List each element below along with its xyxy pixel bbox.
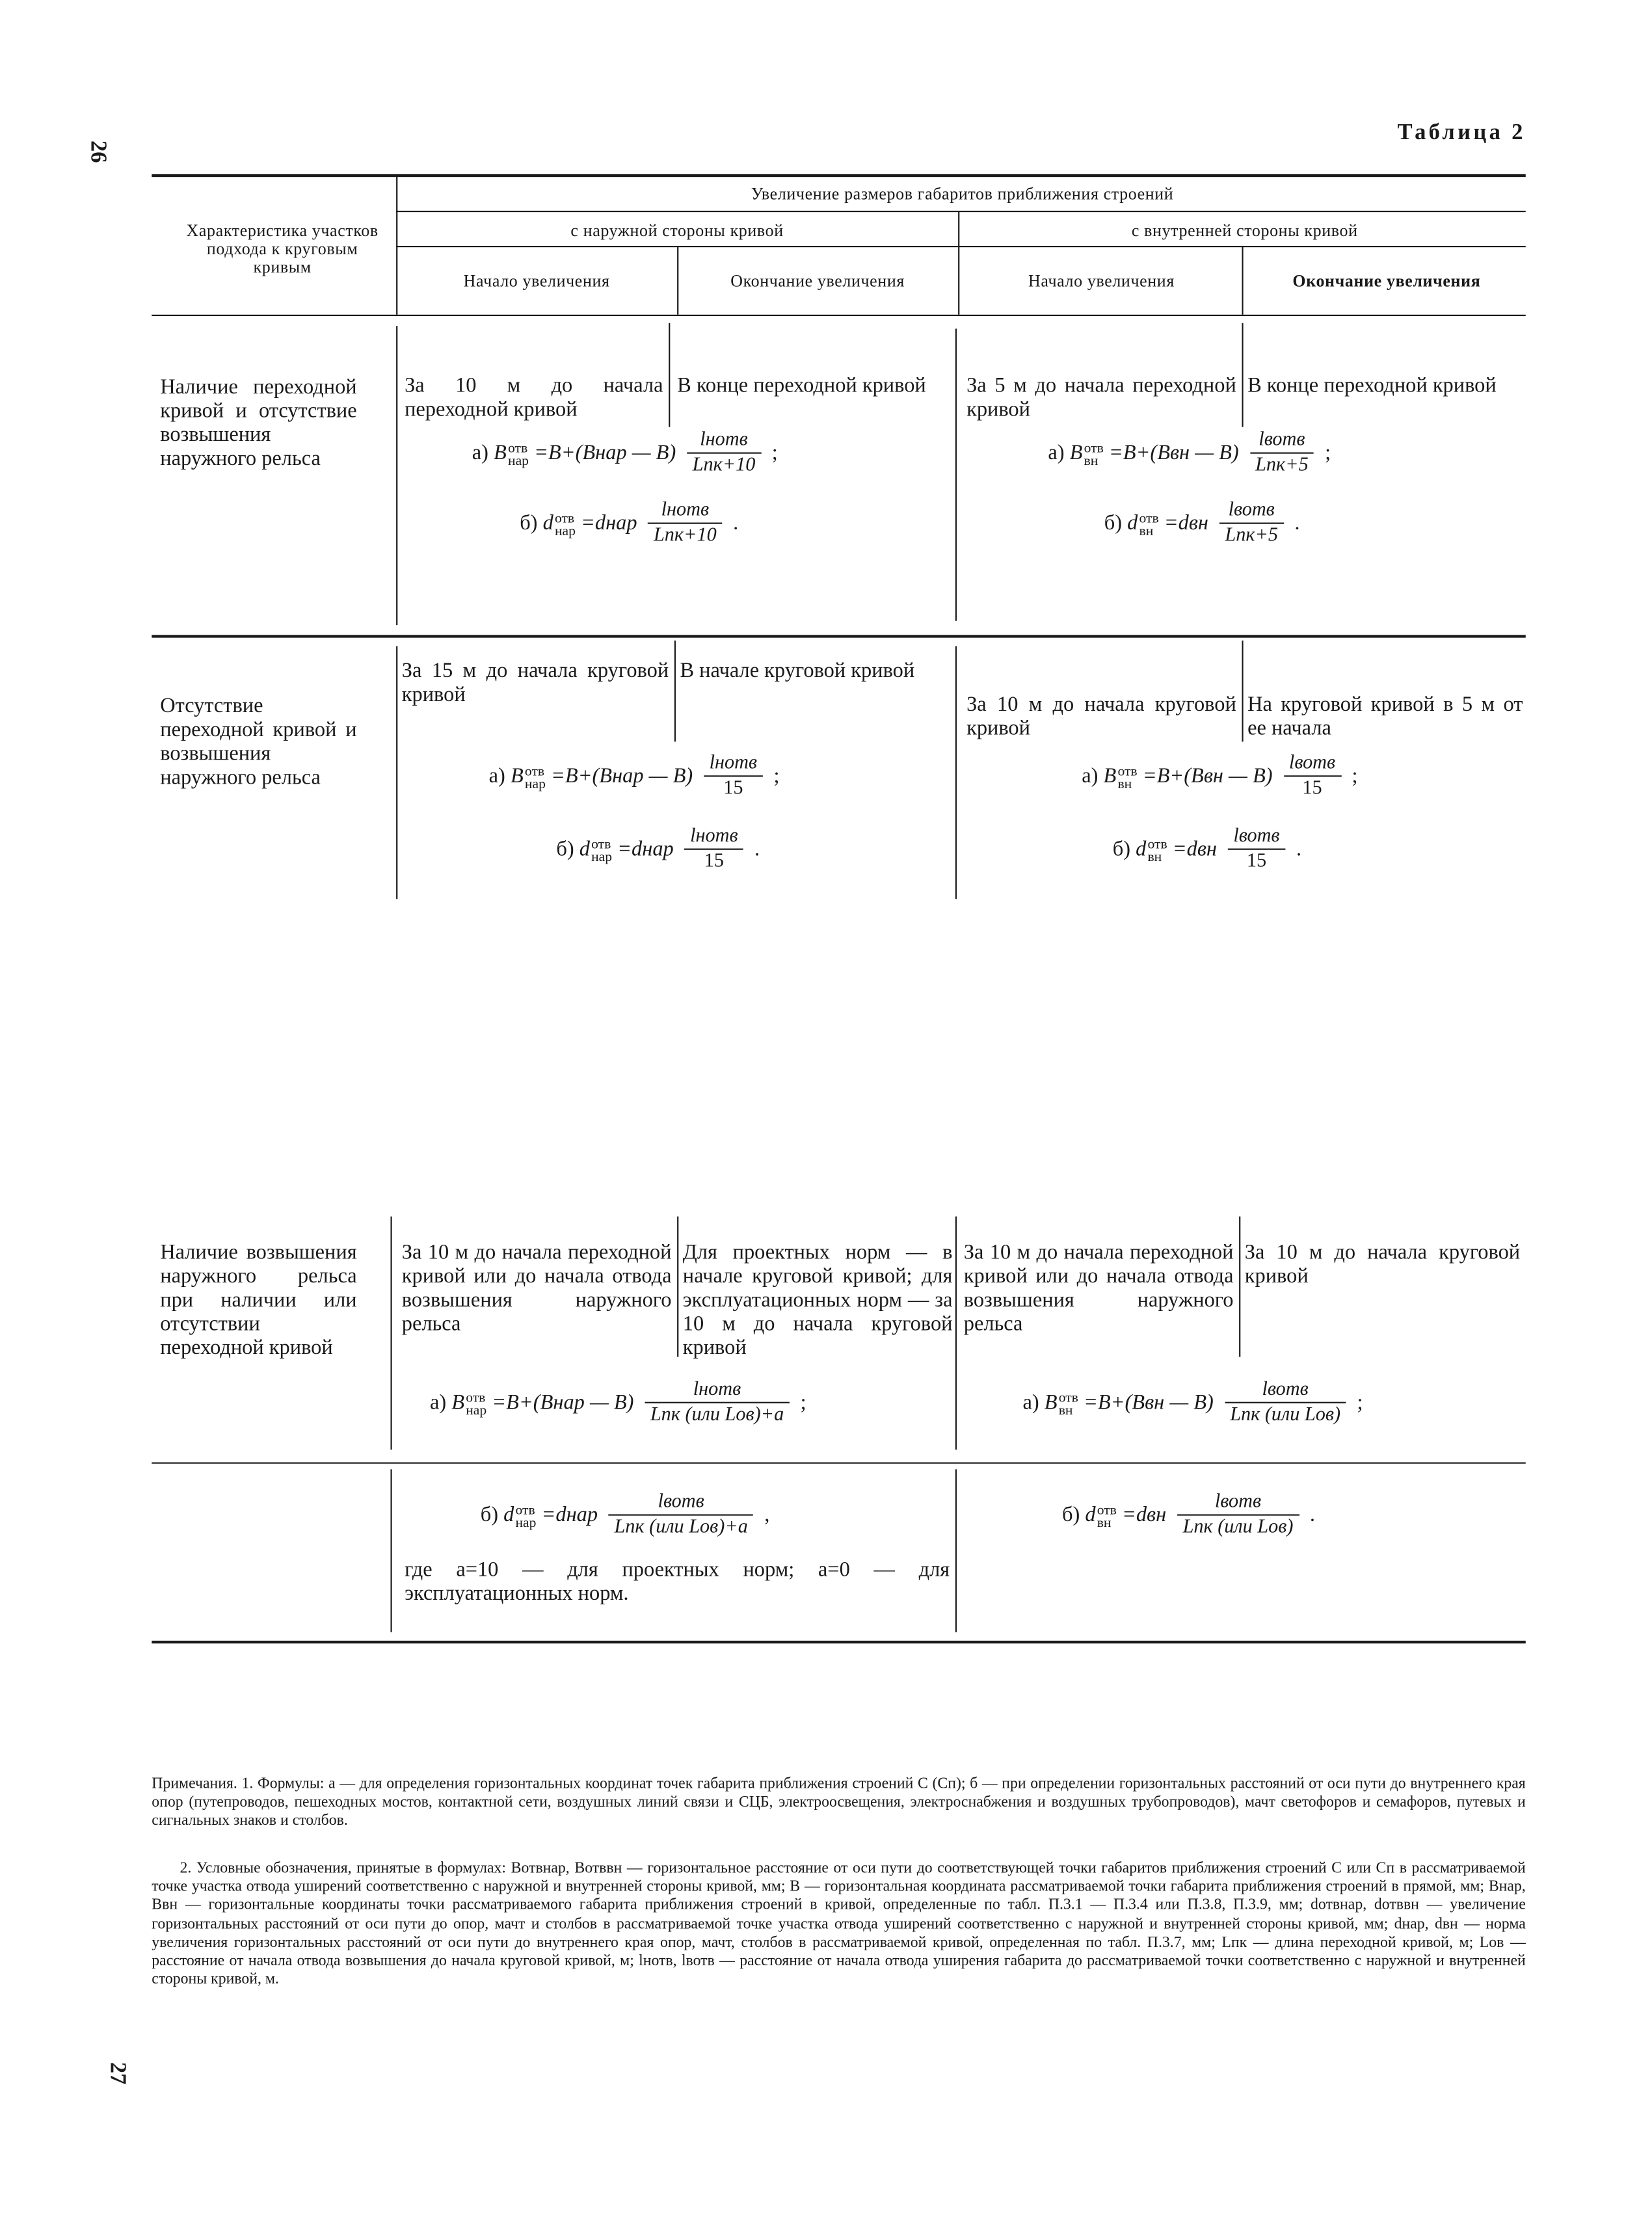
formula-sub: вн (1117, 776, 1132, 792)
formula-tail: , (764, 1504, 770, 1527)
formula-lhs: d (503, 1504, 514, 1527)
formula-sup: отв (554, 511, 575, 526)
formula-prefix: а) (472, 442, 488, 465)
formula-sup: отв (1147, 836, 1167, 853)
formula-numerator: lвотв (609, 1492, 754, 1516)
formula-rhs: =B+(Bвн — B) (1084, 1392, 1214, 1414)
formula-prefix: а) (1048, 442, 1065, 465)
formula-index (515, 1504, 536, 1529)
formula-fraction (684, 826, 743, 875)
formula-denominator: 15 (1302, 778, 1322, 800)
formula-lhs: d (542, 512, 553, 535)
formula-sub: вн (1058, 1402, 1073, 1418)
formula-sup: отв (508, 440, 528, 456)
formula-index (1059, 1391, 1078, 1416)
row2-inner-formula-a (1082, 753, 1357, 802)
formula-numerator: lвотв (1283, 753, 1341, 777)
row2-label: Отсутствие переходной кривой и возвышения наружного рельса (160, 695, 357, 789)
formula-tail: ; (800, 1392, 806, 1414)
formula-rhs: =dвн (1121, 1504, 1167, 1527)
formula-numerator: lнотв (687, 430, 761, 454)
header-inner-end: Окончание увеличения (1292, 271, 1481, 291)
formula-fraction (1249, 430, 1314, 479)
formula-tail: . (1309, 1504, 1315, 1527)
formula-denominator: 15 (1246, 851, 1267, 873)
formula-denominator: Lпк+10 (653, 525, 717, 547)
formula-denominator: Lпк (или Lов) (1182, 1517, 1294, 1539)
header-col-divider-main (396, 174, 397, 315)
row1-inner-split (1242, 323, 1243, 427)
row3-mid-rule (955, 1217, 957, 1450)
formula-fraction (1225, 1379, 1346, 1429)
formula-sup: отв (1058, 1390, 1078, 1406)
formula-tail: ; (771, 442, 778, 465)
formula-index (1097, 1504, 1117, 1529)
row3b-mid-rule (955, 1469, 957, 1632)
row1-inner-formula-b (1104, 500, 1300, 550)
formula-lhs: d (579, 838, 590, 861)
formula-rhs: =B+(Bвн — B) (1108, 442, 1239, 465)
formula-sub: вн (1084, 453, 1099, 469)
formula-lhs: B (1103, 765, 1117, 788)
formula-rhs: =dнар (541, 1504, 598, 1527)
formula-prefix: б) (480, 1504, 499, 1527)
formula-tail: ; (1352, 765, 1358, 788)
formula-sup: отв (1097, 1502, 1117, 1518)
formula-numerator: lнотв (684, 826, 743, 850)
formula-index (555, 512, 576, 537)
formula-sub: нар (554, 523, 576, 539)
formula-sub: нар (515, 1515, 537, 1531)
row3-where-note: где a=10 — для проектных норм; a=0 — для эксплуатационных норм. (405, 1559, 950, 1606)
formula-sup: отв (1139, 511, 1159, 526)
formula-prefix: б) (556, 838, 574, 861)
header-col-divider-inner (1242, 246, 1243, 315)
header-outer-side: с наружной стороны кривой (570, 220, 784, 241)
page-number-bottom: 27 (105, 2062, 129, 2085)
formula-numerator: lвотв (1219, 500, 1284, 524)
row3-outer-formula-b (481, 1492, 770, 1541)
formula-rhs: =dнар (617, 838, 674, 861)
row1-left-rule (396, 326, 397, 625)
row2-inner-formula-b (1113, 826, 1301, 875)
row2-outer-formula-a (489, 753, 780, 802)
header-outer-end: Окончание увеличения (730, 271, 905, 291)
row3b-left-rule (390, 1469, 392, 1632)
formula-tail: . (1294, 512, 1300, 535)
formula-fraction (648, 500, 722, 550)
row1-outer-formula-b (520, 500, 738, 550)
formula-lhs: d (1127, 512, 1138, 535)
formula-denominator: 15 (723, 778, 743, 800)
row1-inner-start: За 5 м до начала переходной кривой (966, 375, 1236, 421)
formula-tail: . (1296, 838, 1302, 861)
formula-prefix: б) (1104, 512, 1123, 535)
formula-prefix: а) (1022, 1392, 1039, 1414)
formula-rhs: =dвн (1164, 512, 1209, 535)
formula-rhs: =B+(Bнар — B) (492, 1392, 634, 1414)
formula-sup: отв (1084, 440, 1104, 456)
row3-label: Наличие возвышения наружного рельса при наличии или отсутствии переходной кривой (160, 1241, 357, 1360)
formula-numerator: lнотв (645, 1379, 790, 1403)
table-top-rule (152, 174, 1525, 177)
formula-index (1139, 512, 1159, 537)
formula-fraction (1283, 753, 1341, 802)
row1-outer-start: За 10 м до начала переходной кривой (405, 375, 663, 421)
row2-inner-start: За 10 м до начала круговой кривой (966, 694, 1236, 741)
header-characteristic: Характеристика участков подхода к круговым кривым (186, 220, 379, 277)
formula-lhs: B (1044, 1392, 1058, 1414)
header-rule-2 (396, 246, 1526, 247)
row1-label: Наличие переходной кривой и отсутствие возвышения наружного рельса (160, 376, 357, 471)
row1-inner-end: В конце переходной кривой (1247, 375, 1497, 398)
formula-fraction (1228, 826, 1286, 875)
formula-sup: отв (591, 836, 611, 853)
formula-denominator: Lпк+5 (1225, 525, 1279, 547)
formula-denominator: Lпк (или Lов)+a (650, 1405, 784, 1426)
formula-lhs: B (510, 765, 524, 788)
row3-outer-start: За 10 м до начала переходной кривой или до начала отвода возвышения наружного рельса (401, 1241, 672, 1336)
formula-sub: вн (1097, 1515, 1112, 1531)
formula-numerator: lвотв (1249, 430, 1314, 454)
formula-index (1117, 765, 1137, 790)
header-bottom-rule (152, 315, 1525, 316)
formula-prefix: б) (1061, 1504, 1080, 1527)
formula-sub: нар (466, 1402, 487, 1418)
row3-inner-formula-b (1062, 1492, 1315, 1541)
row1-inner-formula-a (1048, 430, 1331, 479)
header-outer-start: Начало увеличения (463, 271, 610, 291)
formula-lhs: d (1085, 1504, 1096, 1527)
header-inner-side: с внутренней стороны кривой (1131, 220, 1358, 241)
header-inner-start: Начало увеличения (1028, 271, 1175, 291)
formula-tail: ; (1325, 442, 1331, 465)
formula-tail: ; (773, 765, 780, 788)
formula-denominator: Lпк+10 (692, 455, 756, 477)
row2-outer-end: В начале круговой кривой (680, 660, 915, 683)
formula-sup: отв (1117, 763, 1138, 779)
formula-index (1084, 442, 1104, 467)
header-col-divider-sides (958, 211, 959, 315)
formula-sub: нар (508, 453, 529, 469)
formula-index (508, 442, 529, 467)
row1-outer-formula-a (472, 430, 778, 479)
header-increase-title: Увеличение размеров габаритов приближения строений (751, 183, 1174, 204)
formula-sub: вн (1147, 849, 1162, 865)
header-rule-1 (396, 211, 1526, 212)
row3-inner-start: За 10 м до начала переходной кривой или до начала отвода возвышения наружного рельса (963, 1241, 1234, 1336)
formula-sub: нар (524, 776, 546, 792)
formula-sup: отв (524, 763, 545, 779)
formula-fraction (1177, 1492, 1299, 1541)
row1-mid-rule (955, 328, 957, 620)
row-3-split-rule (152, 1463, 1525, 1464)
formula-denominator: Lпк (или Lов) (1230, 1405, 1341, 1426)
formula-prefix: а) (488, 765, 505, 788)
formula-rhs: =B+(Bвн — B) (1142, 765, 1273, 788)
formula-numerator: lвотв (1228, 826, 1286, 850)
formula-sup: отв (466, 1390, 486, 1406)
formula-prefix: б) (1112, 838, 1131, 861)
row2-outer-start: За 15 м до начала круговой кривой (401, 660, 669, 707)
row2-outer-split (674, 641, 676, 742)
formula-index (525, 765, 546, 790)
formula-rhs: =B+(Bнар — B) (550, 765, 693, 788)
table-title: Таблица 2 (1397, 120, 1526, 145)
formula-rhs: =dнар (581, 512, 637, 535)
row2-left-rule (396, 646, 397, 899)
formula-tail: ; (1357, 1392, 1363, 1414)
row3-inner-end: За 10 м до начала круговой кривой (1244, 1241, 1521, 1288)
formula-tail: . (754, 838, 760, 861)
formula-lhs: B (494, 442, 507, 465)
formula-numerator: lвотв (1225, 1379, 1346, 1403)
formula-fraction (687, 430, 761, 479)
formula-fraction (645, 1379, 790, 1429)
page-number-top: 26 (85, 140, 110, 163)
note-2: 2. Условные обозначения, принятые в формулах: Bотвнар, Bотввн — горизонтальное расстояние от оси пути до соответствующей точки габаритов приближения строений С или Сп в рассматриваемой точке участка отвода уширений соответственно с наружной и внутренней стороны кривой, мм; B — горизонтальная координата рассматриваемой точки габарита приближения строений в прямой, мм; Bнар, Bвн — горизонтальные координаты точки рассматриваемого габарита приближения строений в кривой, определенные по табл. П.3.1 — П.3.4 или П.3.8, П.3.9, мм; dотвнар, dотввн — увеличение горизонтальных расстояний от оси пути до опор, мачт и столбов в рассматриваемой точке участка отвода уширений соответственно с наружной и внутренней стороны кривой, мм; dнар, dвн — норма увеличения горизонтальных расстояний от оси пути до внутреннего края опор, мачт, столбов в рассматриваемой кривой, определенная по табл. П.3.7, мм; Lпк — длина переходной кривой, м; Lов — расстояние от начала отвода возвышения до начала круговой кривой, м; lнотв, lвотв — расстояние от начала отвода уширения габарита до рассматриваемой точки соответственно с наружной и внутренней стороны кривой, м. (152, 1859, 1526, 1988)
formula-denominator: Lпк+5 (1255, 455, 1309, 477)
formula-fraction (609, 1492, 754, 1541)
formula-lhs: B (451, 1392, 465, 1414)
row3-left-rule (390, 1217, 392, 1450)
row3-inner-split (1239, 1217, 1240, 1357)
formula-rhs: =dвн (1172, 838, 1217, 861)
formula-rhs: =B+(Bнар — B) (534, 442, 676, 465)
row-1-bottom-rule (152, 635, 1525, 637)
note-1: Примечания. 1. Формулы: а — для определения горизонтальных координат точек габарита приближения строений С (Сп); б — при определении горизонтальных расстояний от оси пути до внутреннего края опор (путепроводов, пешеходных мостов, контактной сети, воздушных линий связи и СЦБ, электроосвещения, электроснабжения и воздушных трубопроводов), мачт светофоров и семафоров, путевых и сигнальных знаков и столбов. (152, 1775, 1526, 1830)
formula-index (591, 838, 612, 863)
row3-outer-formula-a (430, 1379, 806, 1429)
row3-outer-end: Для проектных норм — в начале круговой кривой; для эксплуатационных норм — за 10 м до начала круговой кривой (682, 1241, 953, 1360)
formula-prefix: а) (1082, 765, 1099, 788)
formula-numerator: lвотв (1177, 1492, 1299, 1516)
row2-outer-formula-b (556, 826, 760, 875)
formula-denominator: 15 (704, 851, 725, 873)
row2-inner-end: На круговой кривой в 5 м от ее начала (1247, 694, 1523, 741)
row3-inner-formula-a (1022, 1379, 1363, 1429)
formula-index (466, 1391, 486, 1416)
row2-mid-rule (955, 646, 957, 899)
row3-outer-split (677, 1217, 678, 1357)
formula-sub: вн (1139, 523, 1154, 539)
row2-inner-split (1242, 641, 1243, 742)
row1-outer-end: В конце переходной кривой (677, 375, 926, 398)
formula-prefix: б) (520, 512, 538, 535)
row1-outer-split (669, 323, 670, 427)
formula-prefix: а) (429, 1392, 447, 1414)
header-col-divider-outer (677, 246, 678, 315)
formula-index (1147, 838, 1167, 863)
formula-numerator: lнотв (648, 500, 722, 524)
formula-sup: отв (515, 1502, 535, 1518)
formula-tail: . (733, 512, 739, 535)
formula-sub: нар (591, 849, 613, 865)
table-bottom-rule (152, 1641, 1525, 1643)
formula-numerator: lнотв (704, 753, 763, 777)
formula-fraction (1219, 500, 1284, 550)
formula-lhs: B (1069, 442, 1083, 465)
formula-lhs: d (1136, 838, 1147, 861)
formula-denominator: Lпк (или Lов)+a (614, 1517, 748, 1539)
formula-fraction (704, 753, 763, 802)
